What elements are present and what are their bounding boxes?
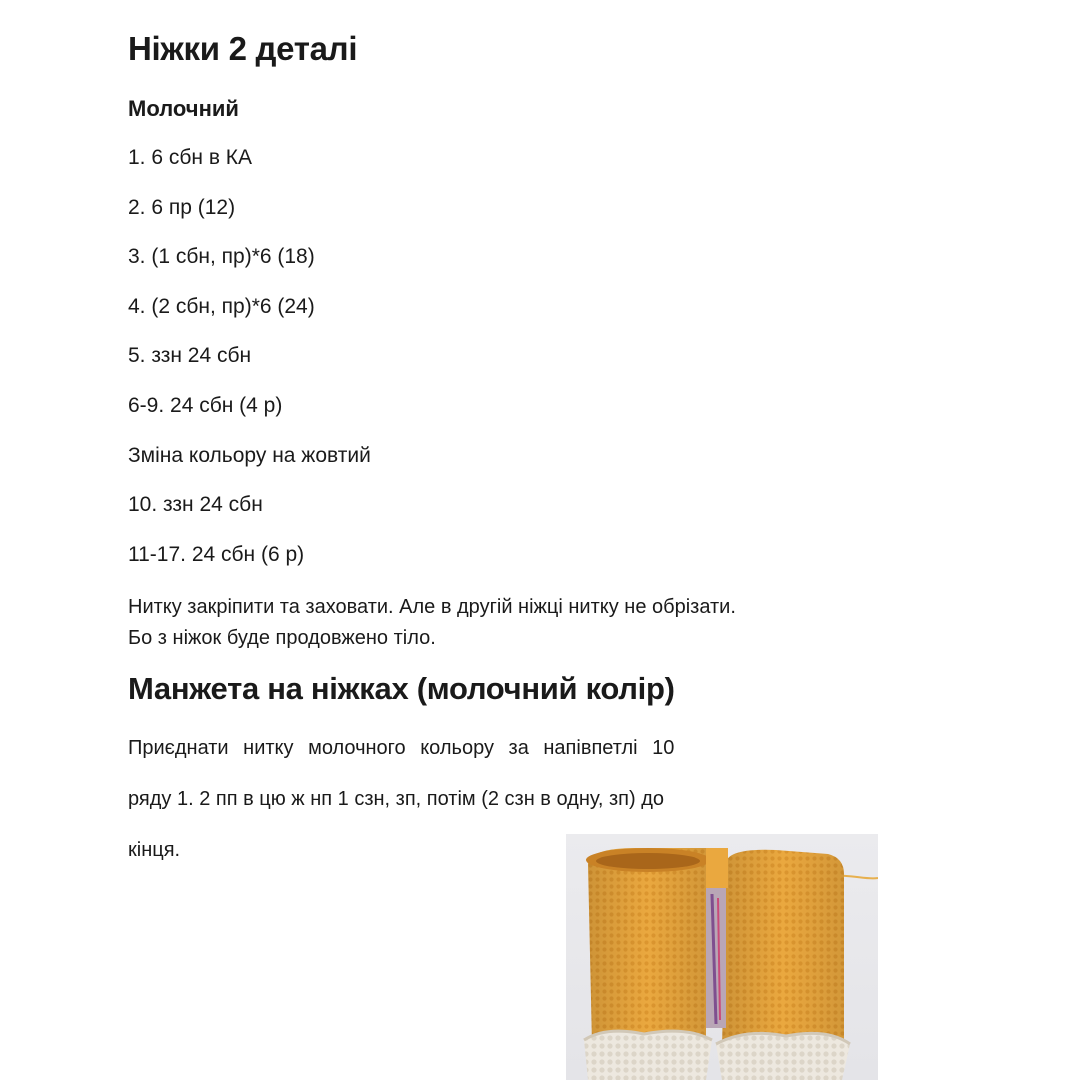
legs-step: 2. 6 пр (12)	[128, 196, 236, 219]
legs-step: 5. ззн 24 сбн	[128, 344, 252, 367]
legs-step: 11-17. 24 сбн (6 р)	[128, 543, 305, 566]
legs-step: 10. ззн 24 сбн	[128, 493, 263, 516]
legs-color-label: Молочний	[128, 96, 239, 121]
legs-step: 3. (1 сбн, пр)*6 (18)	[128, 245, 315, 268]
legs-step: 4. (2 сбн, пр)*6 (24)	[128, 295, 315, 318]
legs-note-line: Бо з ніжок буде продовжено тіло.	[128, 627, 436, 649]
legs-finishing-note	[128, 592, 888, 654]
legs-section-title: Ніжки 2 деталі	[128, 30, 358, 67]
legs-step: 1. 6 сбн в КА	[128, 146, 253, 169]
legs-color-change: Зміна кольору на жовтий	[128, 444, 371, 467]
legs-step: 6-9. 24 сбн (4 р)	[128, 394, 283, 417]
cuff-section-title: Манжета на ніжках (молочний колір)	[128, 671, 675, 706]
cuff-instruction-line: ряду 1. 2 пп в цю ж нп 1 сзн, зп, потім (2 сзн в одну, зп) до	[128, 788, 665, 810]
document-page	[128, 0, 848, 1080]
cuff-instruction-line: Приєднати нитку молочного кольору за напівпетлі 10	[128, 737, 675, 759]
legs-note-line: Нитку закріпити та заховати. Але в другій ніжці нитку не обрізати.	[128, 596, 736, 618]
crochet-legs-photo	[566, 834, 878, 1080]
crochet-legs-illustration	[566, 834, 878, 1080]
cuff-instruction-line: кінця.	[128, 839, 181, 861]
